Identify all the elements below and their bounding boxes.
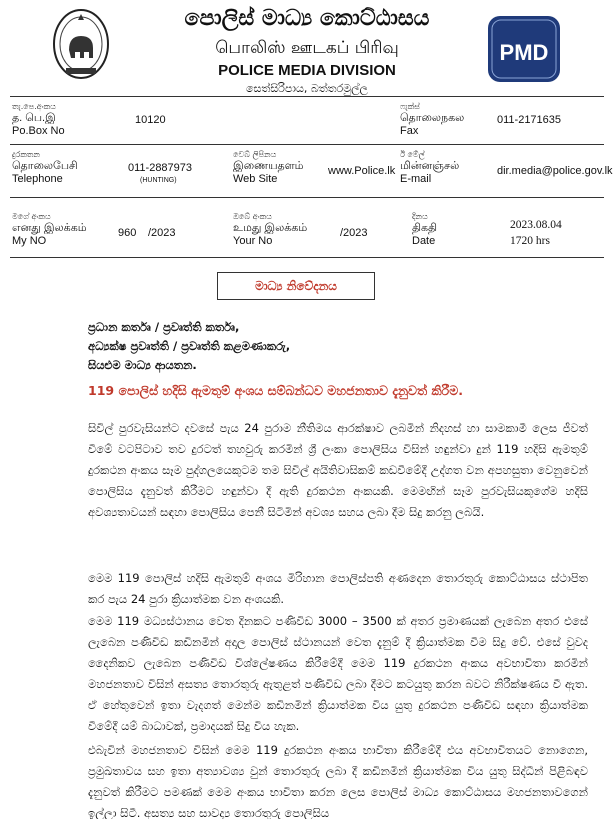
website-link[interactable]: www.Police.lk [328,165,396,177]
email-link[interactable]: dir.media@police.gov.lk [497,165,613,177]
email-label: ඊ මේල් மின்னஞ்சல் E-mail [400,150,460,185]
your-no-year: /2023 [340,227,368,239]
addressee-line: අධ්‍යක්ෂ ප්‍රවෘත්ති / ප්‍රවෘත්ති කළමණාකරු, [88,339,291,353]
notice-subject: 119 පොලිස් හදිසි ඇමතුම් අංශය සම්බන්ධව මහජනතාව දැනුවත් කිරීම. [88,383,463,398]
your-no-label: ඔබේ අංකය உமது இலக்கம் Your No [233,212,308,247]
divider [10,257,604,258]
website-label: වෙබ් ලිපිනය இணையதளம் Web Site [233,150,304,185]
addressee-line: සියළුම මාධ්‍ය ආයතන. [88,358,197,372]
telephone-value: 011-2887973 [128,162,193,174]
header-title-tamil: பொலிஸ் ஊடகப் பிரிவு [215,38,399,58]
date-value: 2023.08.04 [510,219,562,231]
time-value: 1720 hrs [510,235,550,247]
body-paragraph: සිවිල් පුරවැසියන්ට දවසේ පැය 24 පුරාම නීතිමය ආරක්ෂාව ලබමින් නිදහස් හා සාමකාමී ලෙස ජීවත් වීමේ වටපිටාව තව දුරටත් තහවුරු කරමින් ශ්‍රී ලංකා පොලිසිය විසින් හඳුන්වා දුන් 119 හදිසි ඇමතුම් දුරකථන අංකය සෑම පුද්ගලයෙකුටම තම සිවිල් අයිතිවාසිකම් කඩවීමේදී උද්ගත වන අපහසුතා වෙනුවෙන් පොලිසිය දැනුවත් කිරීමට හඳුන්වා දී ඇති දුරකථන අංකයකි. මෙමඟින් සෑම පුරවැසියකුගේම හදිසි අවශ්‍යතාවයන් සඳහා පොලිසිය පෙනී සිටිමින් අවශ්‍ය සහය ලබා දීම සිදු කරනු ලබයි. [88,421,588,519]
pobox-label: තැ.පෙ.අංකය த. பெ.இ Po.Box No [12,102,65,137]
svg-text:PMD: PMD [499,40,549,65]
body-paragraph: මෙම 119 පොලිස් හදිසි ඇමතුම් අංශය මිරිහාන පොලිස්පති අණදෙන තොරතුරු කොට්ඨාසය ස්ථාපිත කර පැය 24 පුරා ක්‍රියාත්මක වන අංශයකි. [88,571,588,606]
media-notice-title: මාධ්‍ය නිවේදනය [217,272,375,300]
my-no-label: මගේ අංකය எனது இலக்கம் My NO [12,212,87,247]
body-paragraph: මෙම 119 මධ්‍යස්ථානය වෙත දිනකට පණිවිඩ 3000 – 3500 ක් අතර ප්‍රමාණයක් ලැබෙන අතර එසේ ලැබෙන පණිවිඩ කඩිනමින් අදාල පොලිස් ස්ථානයන් වෙත දැනුම් දී ක්‍රියාත්මක වීම සිදු වේ. එසේ වුවද දෛනිකව ලැබෙන පණිවිඩ විශ්ලේෂණය කිරීමේදී මෙම 119 දුරකථන අංකය අවභාවිතා කරමින් මහජනතාව විසින් අසත්‍ය තොරතුරු ඇතුළත් පණිවිඩ ලබා දීමට කටයුතු කරන බවට නිරීක්ෂණය වී ඇත. ඒ හේතුවෙන් ඉතා වැදගත් මෙන්ම කඩිනමින් ක්‍රියාත්මක විය යුතු දුරකථන පණිවිඩ සඳහා ක්‍රියාත්මක වීමේදී යම් බාධාවක්, ප්‍රමාදයක් සිදු විය හැක. [88,614,588,733]
divider [10,197,604,198]
date-label: දිනය திகதி Date [412,212,438,247]
telephone-label: දුරකතන தொலைபேசி Telephone [12,150,78,185]
my-no-value: 960 [118,227,137,239]
pobox-value: 10120 [135,114,166,126]
fax-value: 011-2171635 [497,114,562,126]
telephone-note: (HUNTING) [140,177,177,184]
my-no-year: /2023 [148,227,176,239]
header-location: සෙත්සිරිපාය, බත්තරමුල්ල [246,82,368,95]
fax-label: ෆැක්ස් தொலைநகல Fax [400,102,465,137]
pmd-logo [486,14,562,84]
header-divider [10,96,604,97]
divider [10,144,604,145]
header-title-english: POLICE MEDIA DIVISION [218,62,396,79]
header-title-sinhala: පොලිස් මාධ්‍ය කොට්ඨාසය [184,6,430,31]
body-paragraph: එබැවින් මහජනතාව විසින් මෙම 119 දුරකථන අංකය භාවිතා කිරීමේදී එය අවභාවිතයට නොගෙන, ප්‍රමුඛතාවය සහ ඉතා අත්‍යාවශ්‍ය වුන් තොරතුරු ලබා දී කඩිනමින් ක්‍රියාත්මක විය යුතු සිද්ධීන් පිළිබඳව දැනුවත් කිරීමට පමණක් මෙම අංකය භාවිතා කරන ලෙස පොලිස් මාධ්‍ය කොට්ඨාසය මහජනතාවගෙන් ඉල්ලා සිටී. අසත්‍ය සහ සාවද්‍ය තොරතුරු පොලිසිය [88,743,588,819]
addressee-block [88,318,290,375]
addressee-line: ප්‍රධාන කර්තෘ / ප්‍රවෘත්ති කර්තෘ, [88,320,240,334]
